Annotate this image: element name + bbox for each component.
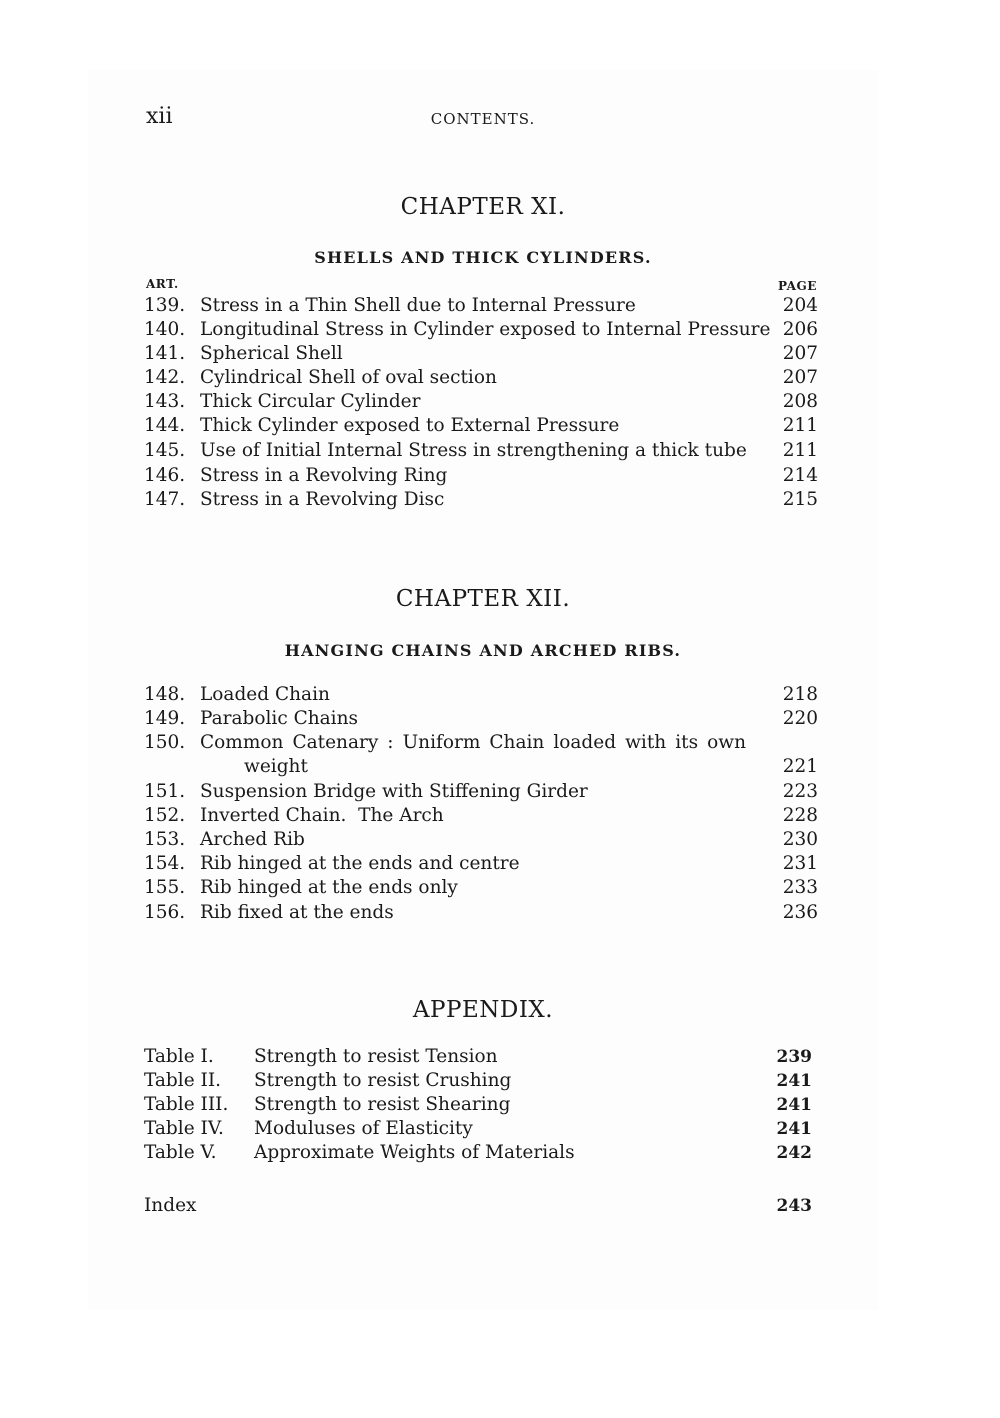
entry-title: Rib hinged at the ends and centre [200, 853, 520, 874]
chapter-xi-heading: CHAPTER XI. [400, 194, 566, 220]
entry-title: Strength to resist Tension [254, 1046, 498, 1067]
entry-page: 218 [782, 684, 818, 705]
entry-number: 152. [144, 805, 186, 826]
toc-entry-156[interactable] [144, 901, 818, 925]
appendix-heading: APPENDIX. [412, 997, 554, 1023]
page-number: xii [146, 104, 173, 129]
entry-number: 156. [144, 902, 186, 923]
entry-page: 223 [782, 781, 818, 802]
entry-number: 155. [144, 877, 186, 898]
entry-page: 231 [782, 853, 818, 874]
toc-entry-155[interactable] [144, 876, 818, 900]
toc-entry-154[interactable] [144, 852, 818, 876]
toc-entry-143[interactable] [144, 390, 818, 414]
page-label: PAGE [778, 279, 817, 293]
entry-number: 140. [144, 319, 186, 340]
entry-page: 241 [776, 1119, 812, 1139]
entry-page: 241 [776, 1071, 812, 1091]
entry-page: 230 [782, 829, 818, 850]
entry-number: 146. [144, 465, 186, 486]
entry-page: 221 [782, 756, 818, 777]
entry-title: Thick Circular Cylinder [200, 391, 421, 412]
entry-page: 236 [782, 902, 818, 923]
entry-page: 211 [782, 415, 818, 436]
entry-title: Strength to resist Crushing [254, 1070, 512, 1091]
appendix-entry-table-4[interactable] [144, 1117, 818, 1141]
entry-number: 153. [144, 829, 186, 850]
toc-entry-146[interactable] [144, 464, 818, 488]
index-entry[interactable] [144, 1194, 818, 1218]
appendix-entry-table-3[interactable] [144, 1093, 818, 1117]
chapter-xii-heading: CHAPTER XII. [395, 586, 571, 612]
appendix-entry-table-1[interactable] [144, 1045, 818, 1069]
entry-page: 241 [776, 1095, 812, 1115]
entry-page: 207 [782, 367, 818, 388]
toc-entry-150-continuation[interactable] [144, 755, 818, 779]
appendix-entry-table-5[interactable] [144, 1141, 818, 1165]
entry-title: Stress in a Thin Shell due to Internal Pressure [200, 295, 636, 316]
entry-number: 151. [144, 781, 186, 802]
entry-title: Thick Cylinder exposed to External Pressure [200, 415, 620, 436]
entry-label: Table V. [144, 1142, 217, 1163]
entry-title-continuation: weight [244, 756, 308, 777]
toc-entry-141[interactable] [144, 342, 818, 366]
index-label: Index [144, 1195, 197, 1216]
entry-number: 154. [144, 853, 186, 874]
entry-page: 211 [782, 440, 818, 461]
entry-number: 150. [144, 732, 186, 753]
entry-label: Table II. [144, 1070, 222, 1091]
toc-entry-147[interactable] [144, 488, 818, 512]
entry-title: Inverted Chain. The Arch [200, 805, 444, 826]
entry-title: Stress in a Revolving Disc [200, 489, 445, 510]
toc-entry-151[interactable] [144, 780, 818, 804]
entry-title: Parabolic Chains [200, 708, 358, 729]
entry-title: Stress in a Revolving Ring [200, 465, 448, 486]
toc-entry-149[interactable] [144, 707, 818, 731]
entry-number: 142. [144, 367, 186, 388]
entry-page: 228 [782, 805, 818, 826]
entry-number: 148. [144, 684, 186, 705]
entry-title: Common Catenary : Uniform Chain loaded with its own [200, 732, 746, 753]
entry-page: 206 [782, 319, 818, 340]
toc-entry-142[interactable] [144, 366, 818, 390]
index-page: 243 [776, 1196, 812, 1216]
toc-entry-145[interactable] [144, 439, 818, 463]
entry-title: Loaded Chain [200, 684, 330, 705]
entry-title: Moduluses of Elasticity [254, 1118, 473, 1139]
entry-page: 220 [782, 708, 818, 729]
art-label: ART. [146, 277, 179, 291]
entry-number: 139. [144, 295, 186, 316]
entry-page: 204 [782, 295, 818, 316]
entry-number: 145. [144, 440, 186, 461]
toc-entry-140[interactable] [144, 318, 818, 342]
entry-page: 233 [782, 877, 818, 898]
entry-title: Suspension Bridge with Stiffening Girder [200, 781, 588, 802]
entry-label: Table III. [144, 1094, 229, 1115]
toc-entry-153[interactable] [144, 828, 818, 852]
entry-number: 143. [144, 391, 186, 412]
entry-label: Table IV. [144, 1118, 224, 1139]
entry-page: 208 [782, 391, 818, 412]
entry-page: 242 [776, 1143, 812, 1163]
toc-entry-144[interactable] [144, 414, 818, 438]
entry-title: Approximate Weights of Materials [254, 1142, 575, 1163]
chapter-xii-subtitle: HANGING CHAINS AND ARCHED RIBS. [284, 641, 682, 660]
running-title: CONTENTS. [430, 110, 536, 128]
toc-entry-148[interactable] [144, 683, 818, 707]
entry-number: 149. [144, 708, 186, 729]
entry-number: 147. [144, 489, 186, 510]
entry-page: 215 [782, 489, 818, 510]
entry-number: 141. [144, 343, 186, 364]
entry-title: Rib fixed at the ends [200, 902, 394, 923]
entry-title: Cylindrical Shell of oval section [200, 367, 497, 388]
entry-page: 214 [782, 465, 818, 486]
entry-number: 144. [144, 415, 186, 436]
entry-label: Table I. [144, 1046, 214, 1067]
entry-title: Strength to resist Shearing [254, 1094, 511, 1115]
entry-title: Longitudinal Stress in Cylinder exposed to Internal Pressure [200, 319, 771, 340]
toc-entry-152[interactable] [144, 804, 818, 828]
entry-page: 239 [776, 1047, 812, 1067]
chapter-xi-subtitle: SHELLS AND THICK CYLINDERS. [314, 248, 652, 267]
entry-page: 207 [782, 343, 818, 364]
entry-title: Arched Rib [200, 829, 305, 850]
entry-title: Use of Initial Internal Stress in strengthening a thick tube [200, 440, 747, 461]
toc-entry-150[interactable] [144, 731, 818, 755]
appendix-entry-table-2[interactable] [144, 1069, 818, 1093]
toc-entry-139[interactable] [144, 294, 818, 318]
entry-title: Spherical Shell [200, 343, 343, 364]
entry-title: Rib hinged at the ends only [200, 877, 458, 898]
